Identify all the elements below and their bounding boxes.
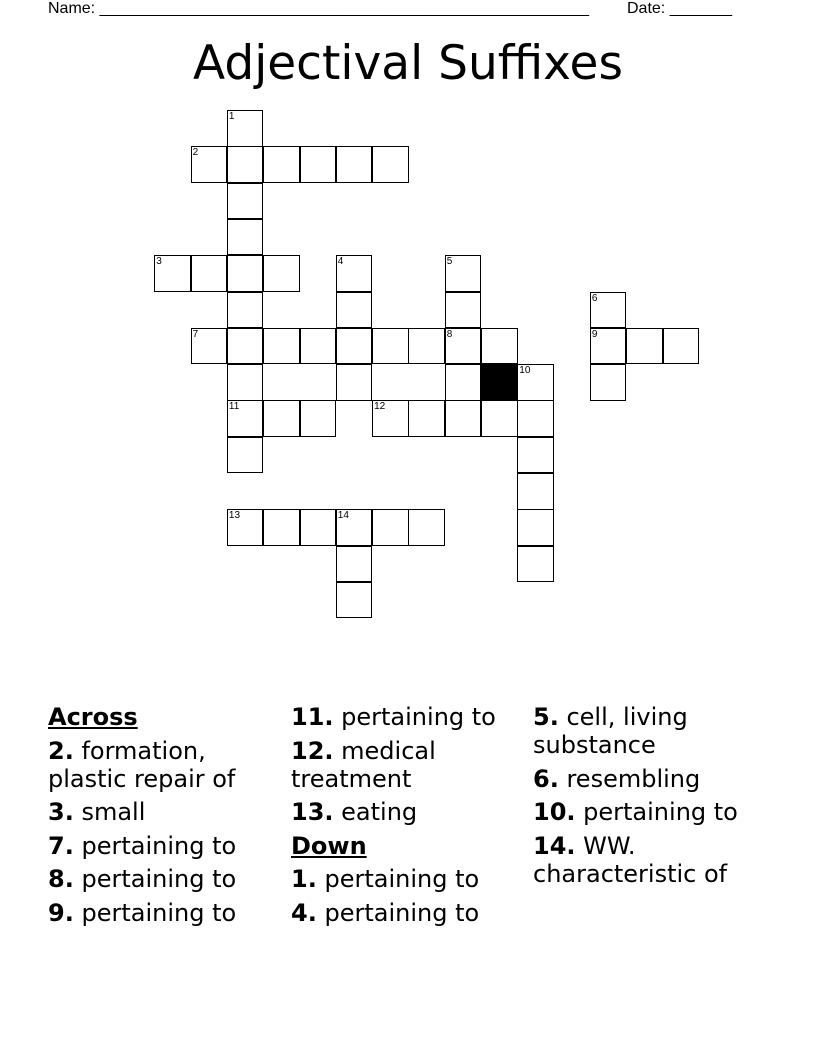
grid-cell[interactable] bbox=[191, 255, 228, 292]
clue-down-14 bbox=[533, 832, 803, 888]
clue-number: 10. bbox=[533, 798, 576, 826]
grid-cell-number: 6 bbox=[591, 292, 598, 304]
grid-cell-number: 3 bbox=[156, 256, 162, 268]
grid-cell[interactable] bbox=[517, 400, 554, 437]
grid-cell-number: 13 bbox=[228, 510, 241, 522]
clue-text: medical treatment bbox=[291, 736, 436, 793]
grid-cell-8[interactable] bbox=[445, 328, 482, 365]
grid-cell-number: 2 bbox=[192, 147, 199, 159]
clue-number: 4. bbox=[291, 898, 317, 927]
grid-cell-number: 11 bbox=[228, 401, 240, 413]
grid-cell[interactable] bbox=[445, 400, 482, 437]
page-title: Adjectival Suffixes bbox=[193, 36, 623, 91]
grid-cell[interactable] bbox=[445, 292, 482, 329]
grid-cell[interactable] bbox=[663, 328, 700, 365]
clue-text: pertaining to bbox=[81, 898, 237, 927]
grid-cell-5[interactable] bbox=[445, 255, 482, 292]
grid-cell[interactable] bbox=[336, 146, 373, 183]
down-heading: Down bbox=[291, 831, 367, 860]
clue-text: pertaining to bbox=[81, 865, 237, 893]
grid-cell[interactable] bbox=[626, 328, 663, 365]
clue-down-10 bbox=[533, 798, 803, 826]
clue-number: 5. bbox=[533, 703, 559, 731]
clue-number: 12. bbox=[291, 736, 334, 765]
grid-cell[interactable] bbox=[517, 509, 554, 546]
grid-cell[interactable] bbox=[300, 509, 337, 546]
grid-cell-number: 12 bbox=[374, 401, 386, 413]
grid-cell[interactable] bbox=[408, 509, 445, 546]
clue-number: 7. bbox=[48, 831, 74, 860]
clue-across-12 bbox=[291, 737, 527, 793]
clue-text: resembling bbox=[566, 764, 701, 793]
clue-number: 6. bbox=[533, 764, 559, 793]
clue-text: pertaining to bbox=[81, 831, 237, 860]
clue-across-8 bbox=[48, 865, 284, 893]
grid-cell[interactable] bbox=[481, 400, 518, 437]
name-field-label: Name: _______________________________________________________ bbox=[48, 0, 589, 17]
grid-cell[interactable] bbox=[336, 364, 373, 401]
grid-cell-number: 9 bbox=[591, 328, 598, 340]
grid-cell[interactable] bbox=[336, 582, 373, 619]
grid-cell[interactable] bbox=[372, 146, 409, 183]
grid-cell[interactable] bbox=[336, 546, 373, 583]
date-field-label: Date: _______ bbox=[627, 0, 732, 17]
grid-cell[interactable] bbox=[263, 509, 300, 546]
grid-cell[interactable] bbox=[227, 183, 264, 220]
grid-cell[interactable] bbox=[517, 437, 554, 474]
clue-across-9 bbox=[48, 899, 284, 927]
grid-cell[interactable] bbox=[445, 364, 482, 401]
grid-cell-10[interactable] bbox=[517, 364, 554, 401]
grid-cell-7[interactable] bbox=[191, 328, 228, 365]
clue-down-5 bbox=[533, 703, 803, 759]
clue-down-4 bbox=[291, 899, 527, 927]
clue-number: 8. bbox=[48, 865, 74, 893]
clue-across-7 bbox=[48, 832, 284, 860]
grid-cell-6[interactable] bbox=[590, 292, 627, 329]
grid-cell-number: 5 bbox=[446, 256, 453, 268]
clue-across-3 bbox=[48, 798, 284, 826]
grid-cell-12[interactable] bbox=[372, 400, 409, 437]
grid-cell[interactable] bbox=[263, 146, 300, 183]
clue-text: pertaining to bbox=[324, 898, 480, 927]
grid-cell[interactable] bbox=[263, 328, 300, 365]
grid-cell-number: 4 bbox=[337, 256, 344, 268]
grid-cell[interactable] bbox=[300, 146, 337, 183]
grid-cell[interactable] bbox=[227, 292, 264, 329]
grid-cell[interactable] bbox=[372, 328, 409, 365]
grid-cell[interactable] bbox=[372, 509, 409, 546]
grid-cell[interactable] bbox=[227, 219, 264, 256]
grid-cell-14[interactable] bbox=[336, 509, 373, 546]
grid-cell-blocked bbox=[481, 364, 518, 401]
clue-column-3 bbox=[533, 703, 803, 893]
clue-number: 14. bbox=[533, 831, 576, 860]
grid-cell[interactable] bbox=[590, 364, 627, 401]
grid-cell-1[interactable] bbox=[227, 110, 264, 147]
clue-column-1 bbox=[48, 703, 284, 932]
clue-down-1 bbox=[291, 865, 527, 893]
grid-cell-number: 14 bbox=[337, 510, 349, 522]
clue-number: 11. bbox=[291, 703, 334, 731]
grid-cell-2[interactable] bbox=[191, 146, 228, 183]
clue-column-2 bbox=[291, 703, 527, 932]
grid-cell[interactable] bbox=[227, 255, 264, 292]
clue-text: pertaining to bbox=[341, 703, 496, 731]
grid-cell[interactable] bbox=[263, 400, 300, 437]
grid-cell[interactable] bbox=[227, 364, 264, 401]
clue-number: 9. bbox=[48, 898, 74, 927]
grid-cell-number: 8 bbox=[446, 328, 453, 340]
grid-cell-4[interactable] bbox=[336, 255, 373, 292]
grid-cell[interactable] bbox=[408, 400, 445, 437]
clue-text: pertaining to bbox=[583, 798, 738, 826]
clue-text: cell, living substance bbox=[533, 703, 688, 759]
clue-across-11 bbox=[291, 703, 527, 731]
grid-cell[interactable] bbox=[300, 400, 337, 437]
grid-cell[interactable] bbox=[300, 328, 337, 365]
clue-number: 3. bbox=[48, 798, 74, 826]
clue-number: 13. bbox=[291, 798, 334, 826]
grid-cell-11[interactable] bbox=[227, 400, 264, 437]
clue-across-13 bbox=[291, 798, 527, 826]
grid-cell[interactable] bbox=[517, 473, 554, 510]
grid-cell-number: 1 bbox=[228, 111, 235, 122]
grid-cell-9[interactable] bbox=[590, 328, 627, 365]
grid-cell[interactable] bbox=[227, 328, 264, 365]
across-heading: Across bbox=[48, 703, 138, 731]
grid-cell[interactable] bbox=[263, 255, 300, 292]
clue-number: 1. bbox=[291, 865, 317, 893]
clue-down-6 bbox=[533, 765, 803, 793]
grid-cell-number: 10 bbox=[519, 365, 531, 377]
clue-text: WW. characteristic of bbox=[533, 831, 728, 888]
grid-cell-13[interactable] bbox=[227, 509, 264, 546]
clue-number: 2. bbox=[48, 736, 74, 765]
clue-across-2 bbox=[48, 737, 284, 793]
clue-text: formation, plastic repair of bbox=[48, 736, 236, 793]
grid-cell[interactable] bbox=[227, 146, 264, 183]
clue-text: small bbox=[81, 798, 146, 826]
grid-cell-3[interactable] bbox=[154, 255, 191, 292]
grid-cell[interactable] bbox=[336, 328, 373, 365]
grid-cell[interactable] bbox=[408, 328, 445, 365]
grid-cell[interactable] bbox=[227, 437, 264, 474]
grid-cell[interactable] bbox=[517, 546, 554, 583]
grid-cell[interactable] bbox=[481, 328, 518, 365]
clue-text: eating bbox=[341, 798, 418, 826]
clue-text: pertaining to bbox=[324, 865, 480, 893]
grid-cell-number: 7 bbox=[192, 328, 199, 340]
grid-cell[interactable] bbox=[336, 292, 373, 329]
